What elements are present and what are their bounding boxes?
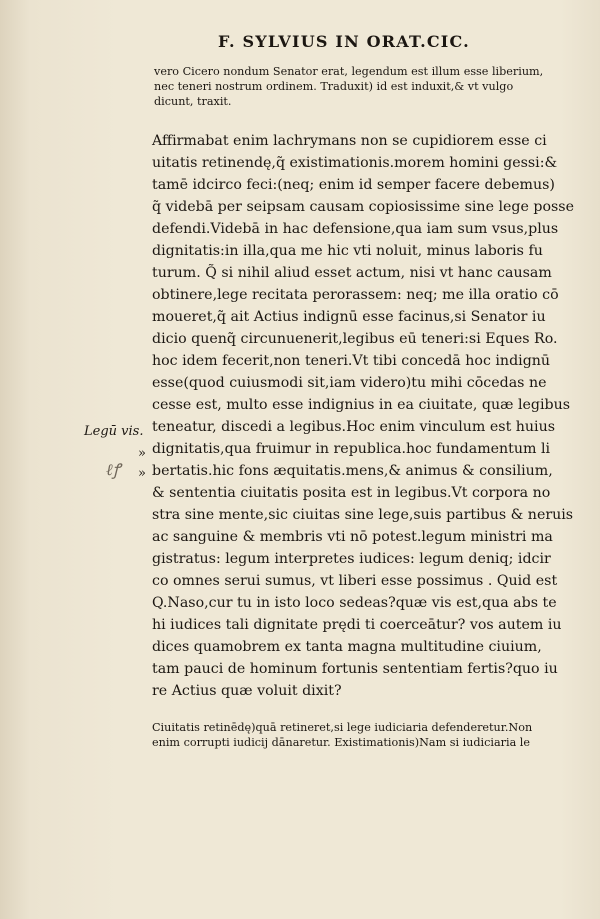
running-header: F. SYLVIUS IN ORAT.CIC. (218, 32, 470, 51)
text-line: & sententia ciuitatis posita est in legibus.Vt corpora no (152, 485, 551, 501)
handwritten-annotation: ℓꝭ (106, 460, 121, 479)
text-line: bertatis.hic fons æquitatis.mens,& animus & consilium, (152, 463, 553, 479)
text-line: cesse est, multo esse indignius in ea ciuitate, quæ legibus (152, 397, 571, 413)
text-line: re Actius quæ voluit dixit? (152, 683, 342, 699)
text-line: co omnes serui sumus, vt liberi esse possimus . Quid est (152, 573, 558, 589)
main-text-block (152, 130, 574, 702)
text-line: gistratus: legum interpretes iudices: legum deniq; idcir (152, 551, 551, 567)
gloss-line: vero Cicero nondum Senator erat, legendum est illum esse liberium, (154, 65, 544, 78)
gloss-line: nec teneri nostrum ordinem. Traduxit) id est induxit,& vt vulgo (154, 80, 514, 93)
commentary-gloss-bottom (152, 720, 572, 750)
text-line: hi iudices tali dignitate prędi ti coerceātur? vos autem iu (152, 617, 562, 633)
text-line: dicio quenq̃ circunuenerit,legibus eū teneri:si Eques Ro. (152, 331, 558, 347)
text-line: tam pauci de hominum fortunis sententiam fertis?quo iu (152, 661, 558, 677)
text-line: dices quamobrem ex tanta magna multitudine ciuium, (152, 639, 542, 655)
text-line: Q.Naso,cur tu in isto loco sedeas?quæ vis est,qua abs te (152, 595, 557, 611)
text-line: teneatur, discedi a legibus.Hoc enim vinculum est huius (152, 419, 556, 435)
text-line: stra sine mente,sic ciuitas sine lege,suis partibus & neruis (152, 507, 574, 523)
text-line: defendi.Videbā in hac defensione,qua iam sum vsus,plus (152, 221, 559, 237)
text-line: q̃ videbā per seipsam causam copiosissime sine lege posse (152, 199, 574, 215)
quotation-mark: » (138, 446, 146, 461)
text-line: esse(quod cuiusmodi sit,iam videro)tu mihi cōcedas ne (152, 375, 547, 391)
text-line: dignitatis:in illa,qua me hic vti noluit, minus laboris fu (152, 243, 543, 259)
text-line: uitatis retinendę,q̃ existimationis.morem homini gessi:& (152, 155, 558, 171)
gloss-line: Ciuitatis retinēdę)quā retineret,si lege iudiciaria defenderetur.Non (152, 721, 533, 734)
text-line: dignitatis,qua fruimur in republica.hoc fundamentum li (152, 441, 551, 457)
quotation-mark: » (138, 466, 146, 481)
text-line: tamē idcirco feci:(neq; enim id semper facere debemus) (152, 177, 555, 193)
text-line: obtinere,lege recitata perorassem: neq; me illa oratio cō (152, 287, 559, 303)
gloss-line: dicunt, traxit. (154, 95, 232, 108)
margin-note: Legū vis. (84, 424, 144, 439)
gloss-line: enim corrupti iudicij dānaretur. Existimationis)Nam si iudiciaria le (152, 736, 530, 749)
text-line: Affirmabat enim lachrymans non se cupidiorem esse ci (152, 133, 547, 149)
text-line: moueret,q̃ ait Actius indignū esse facinus,si Senator iu (152, 309, 546, 325)
text-line: turum. Q̃ si nihil aliud esset actum, nisi vt hanc causam (152, 265, 552, 281)
text-line: hoc idem fecerit,non teneri.Vt tibi concedā hoc indignū (152, 353, 551, 369)
commentary-gloss-top (154, 64, 574, 109)
text-line: ac sanguine & membris vti nō potest.legum ministri ma (152, 529, 553, 545)
